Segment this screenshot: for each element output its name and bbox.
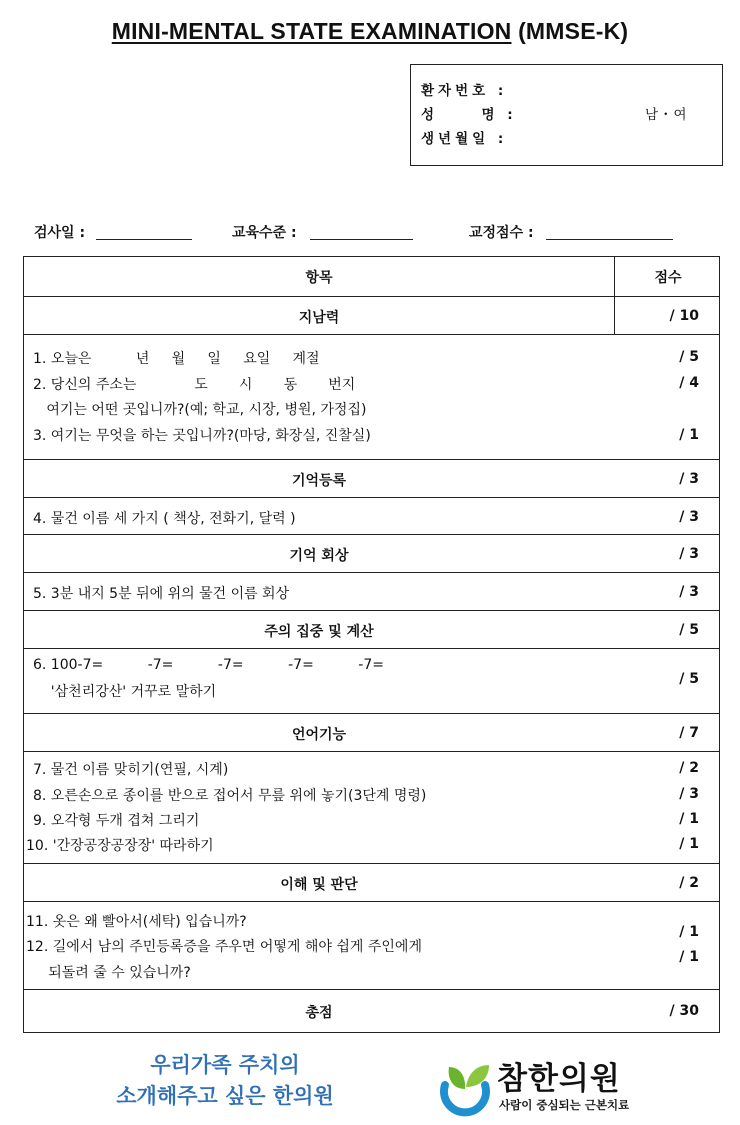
question-2: 2. 당신의 주소는 도 시 동 번지 (33, 377, 356, 393)
slogan-line-1: 우리가족 주치의 (150, 1053, 300, 1077)
section-score: / 3 (679, 546, 699, 562)
section-score: / 7 (679, 725, 699, 741)
section-score: / 3 (679, 471, 699, 487)
section-language (24, 714, 719, 752)
question-9: 9. 오각형 두개 겹쳐 그리기 (33, 813, 200, 829)
question-10: 10. '간장공장공장장' 따라하기 (26, 838, 214, 854)
section-title: 기억등록 (291, 473, 347, 489)
language-items (24, 752, 719, 864)
orientation-items (24, 335, 719, 460)
question-10-score: / 1 (679, 836, 699, 852)
question-2-score: / 4 (679, 375, 699, 391)
header-item: 항목 (305, 270, 333, 286)
section-orientation (24, 297, 719, 335)
total-label: 총점 (305, 1005, 333, 1021)
section-score: / 2 (679, 875, 699, 891)
question-11: 11. 옷은 왜 빨아서(세탁) 입습니까? (26, 914, 247, 930)
gender-options[interactable]: 남・여 (645, 107, 688, 123)
section-title: 기억 회상 (289, 548, 349, 564)
section-recall (24, 535, 719, 573)
footer-slogan (70, 1050, 380, 1112)
attention-items (24, 649, 719, 714)
title-main: MINI-MENTAL STATE EXAMINATION (111, 18, 512, 44)
question-1: 1. 오늘은 년 월 일 요일 계절 (33, 351, 320, 367)
patient-dob-row (421, 127, 722, 151)
question-3: 3. 여기는 무엇을 하는 곳입니까?(마당, 화장실, 진찰실) (33, 428, 371, 444)
education-field[interactable] (310, 239, 413, 240)
section-score: / 10 (669, 308, 699, 324)
question-9-score: / 1 (679, 811, 699, 827)
patient-info-box (410, 64, 723, 166)
corrected-score-field[interactable] (546, 239, 673, 240)
patient-name-row (421, 103, 722, 127)
question-5-score: / 3 (679, 584, 699, 600)
total-row (24, 990, 719, 1033)
exam-date-label: 검사일 : (34, 225, 86, 241)
judgment-items (24, 902, 719, 990)
leaf-drop-icon (435, 1055, 497, 1117)
question-5: 5. 3분 내지 5분 뒤에 위의 물건 이름 회상 (33, 586, 290, 602)
question-7: 7. 물건 이름 맞히기(연필, 시계) (33, 762, 229, 778)
clinic-logo (435, 1055, 695, 1117)
question-12-sub: 되돌려 줄 수 있습니까? (26, 965, 191, 981)
patient-dob-label: 생년월일 : (421, 131, 508, 147)
question-6-sub: '삼천리강산' 거꾸로 말하기 (33, 684, 217, 700)
recall-items (24, 573, 719, 611)
question-1-score: / 5 (679, 349, 699, 365)
question-7-score: / 2 (679, 760, 699, 776)
header-score: 점수 (654, 270, 682, 286)
patient-id-row (421, 79, 722, 103)
question-8: 8. 오른손으로 종이를 반으로 접어서 무릎 위에 놓기(3단계 명령) (33, 788, 427, 804)
mmse-table (23, 256, 720, 1033)
question-12-score: / 1 (679, 949, 699, 965)
section-title: 이해 및 판단 (280, 877, 358, 893)
question-3-score: / 1 (679, 427, 699, 443)
question-6-score: / 5 (679, 671, 699, 687)
education-label: 교육수준 : (232, 225, 297, 241)
question-6: 6. 100-7= -7= -7= -7= -7= (33, 657, 384, 673)
section-judgment (24, 864, 719, 902)
section-title: 언어기능 (291, 727, 347, 743)
question-11-score: / 1 (679, 924, 699, 940)
document-title (0, 18, 740, 45)
question-8-score: / 3 (679, 786, 699, 802)
section-title: 주의 집중 및 계산 (264, 624, 374, 640)
patient-id-label: 환자번호 : (421, 83, 508, 99)
section-score: / 5 (679, 622, 699, 638)
total-score: / 30 (669, 1003, 699, 1019)
clinic-tagline: 사람이 중심되는 근본치료 (499, 1098, 630, 1112)
corrected-score-label: 교정점수 : (469, 225, 534, 241)
title-suffix: (MMSE-K) (511, 18, 629, 44)
registration-items (24, 498, 719, 535)
section-registration (24, 460, 719, 498)
question-4: 4. 물건 이름 세 가지 ( 책상, 전화기, 달력 ) (33, 511, 296, 527)
section-attention (24, 611, 719, 649)
question-4-score: / 3 (679, 509, 699, 525)
question-12: 12. 길에서 남의 주민등록증을 주우면 어떻게 해야 쉽게 주인에게 (26, 939, 422, 955)
slogan-line-2: 소개해주고 싶은 한의원 (116, 1084, 334, 1108)
section-title: 지남력 (298, 310, 340, 326)
question-2-sub: 여기는 어떤 곳입니까?(예; 학교, 시장, 병원, 가정집) (33, 402, 367, 418)
patient-name-label: 성 명 : (421, 107, 517, 123)
exam-date-field[interactable] (96, 239, 192, 240)
table-header-row (24, 257, 719, 297)
clinic-name: 참한의원 (497, 1061, 621, 1097)
exam-meta-row (0, 222, 740, 244)
